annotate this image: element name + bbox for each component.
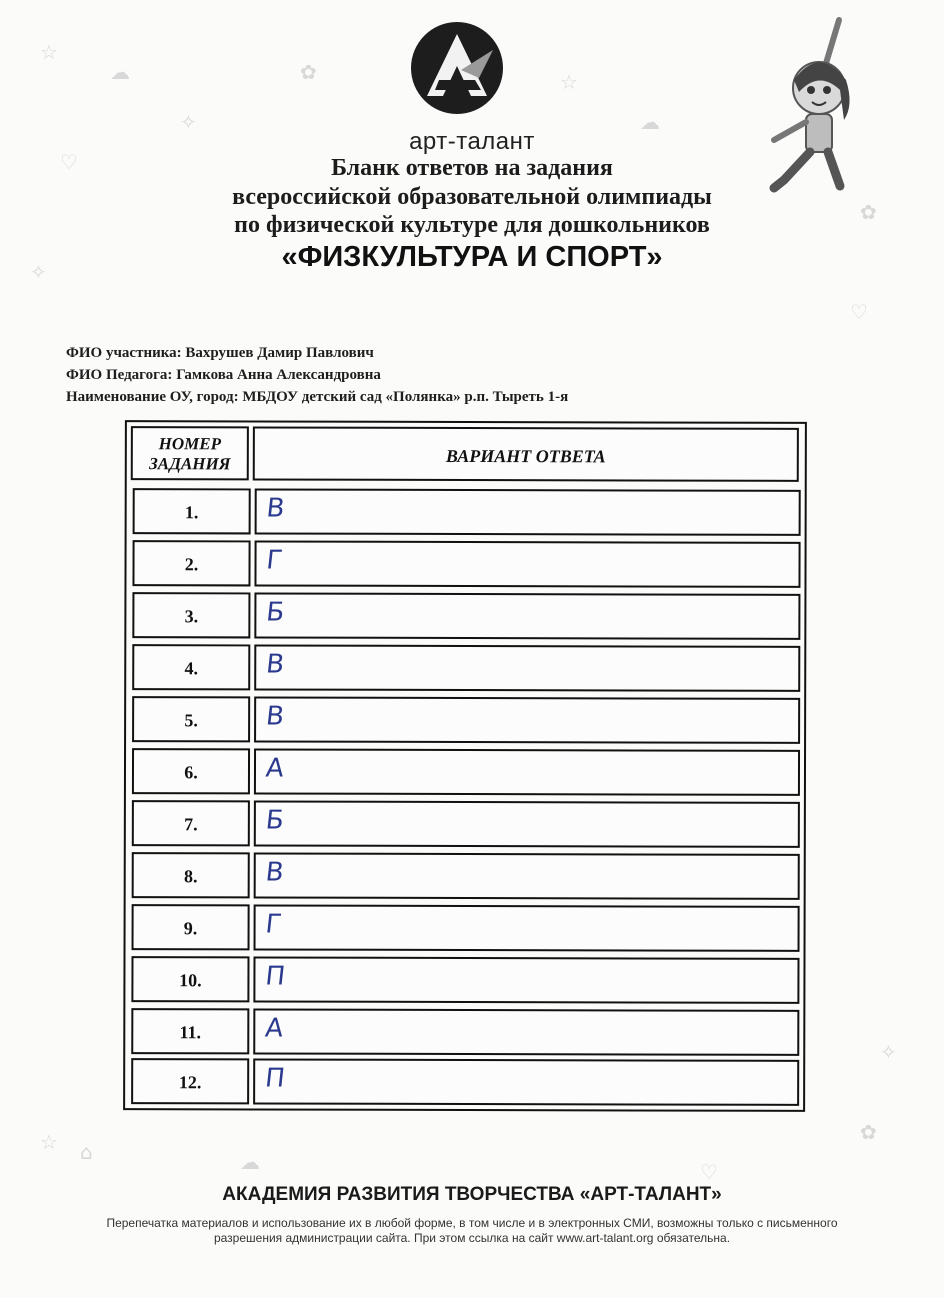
olympiad-title: «ФИЗКУЛЬТУРА И СПОРТ» xyxy=(281,241,663,273)
participant-info xyxy=(66,345,374,362)
task-number: 4. xyxy=(132,644,250,690)
flower-doodle-icon: ✿ xyxy=(860,200,877,224)
answer-cell xyxy=(254,540,800,587)
answer-cell xyxy=(253,1008,799,1055)
flower-doodle-icon: ✿ xyxy=(300,60,317,84)
handwritten-answer: А xyxy=(264,753,286,784)
task-number: 12. xyxy=(131,1058,249,1104)
art-talant-logo xyxy=(409,20,505,116)
task-number: 3. xyxy=(132,592,250,638)
cloud-doodle-icon: ☁ xyxy=(240,1150,260,1174)
handwritten-answer: Б xyxy=(264,805,286,836)
task-number: 8. xyxy=(132,852,250,898)
handwritten-answer: А xyxy=(263,1013,285,1044)
answer-cell xyxy=(253,1058,799,1105)
answer-cell xyxy=(254,852,800,899)
answer-cell xyxy=(253,956,799,1003)
handwritten-answer: Б xyxy=(264,597,286,628)
task-number: 1. xyxy=(133,488,251,534)
star-doodle-icon: ☆ xyxy=(40,40,58,64)
column-header-answer: ВАРИАНТ ОТВЕТА xyxy=(253,426,799,481)
star-doodle-icon: ✧ xyxy=(180,110,197,134)
copyright-notice: Перепечатка материалов и использование их в любой форме, в том числе и в электронных СМИ, возможны только с письменного разрешения администрации сайта. При этом ссылка на сайт www.art-talant.org обязательна. xyxy=(106,1216,838,1245)
star-doodle-icon: ✧ xyxy=(30,260,47,284)
organization-label: Наименование ОУ, город: xyxy=(66,389,239,405)
handwritten-answer: П xyxy=(263,961,287,992)
heart-doodle-icon: ♡ xyxy=(850,300,868,324)
teacher-label: ФИО Педагога: xyxy=(66,367,173,383)
task-number: 9. xyxy=(132,904,250,950)
handwritten-answer: В xyxy=(265,493,287,524)
star-doodle-icon: ✧ xyxy=(880,1040,897,1064)
task-number: 10. xyxy=(131,956,249,1002)
handwritten-answer: В xyxy=(264,649,286,680)
cloud-doodle-icon: ☁ xyxy=(110,60,130,84)
answer-cell xyxy=(254,748,800,795)
star-doodle-icon: ☆ xyxy=(40,1130,58,1154)
answer-cell xyxy=(254,904,800,951)
answer-table xyxy=(123,420,807,1112)
house-doodle-icon: ⌂ xyxy=(80,1140,93,1164)
teacher-name: Гамкова Анна Александровна xyxy=(176,367,381,383)
answer-cell xyxy=(254,644,800,691)
task-number: 2. xyxy=(132,540,250,586)
handwritten-answer: П xyxy=(263,1063,287,1094)
star-doodle-icon: ☆ xyxy=(560,70,578,94)
academy-footer-title: АКАДЕМИЯ РАЗВИТИЯ ТВОРЧЕСТВА «АРТ-ТАЛАНТ» xyxy=(222,1184,722,1205)
participant-name: Вахрушев Дамир Павлович xyxy=(185,345,374,361)
flower-doodle-icon: ✿ xyxy=(860,1120,877,1144)
participant-label: ФИО участника: xyxy=(66,345,182,361)
answer-cell xyxy=(255,488,801,535)
task-number: 11. xyxy=(131,1008,249,1054)
title-line-2: всероссийской образовательной олимпиады xyxy=(232,184,712,210)
handwritten-answer: Г xyxy=(263,909,284,940)
cloud-doodle-icon: ☁ xyxy=(640,110,660,134)
brand-name: арт-талант xyxy=(409,128,535,155)
handwritten-answer: В xyxy=(264,857,286,888)
organization-info xyxy=(66,389,568,406)
organization-name: МБДОУ детский сад «Полянка» р.п. Тыреть 1-я xyxy=(242,389,569,405)
heart-doodle-icon: ♡ xyxy=(700,1160,718,1184)
answer-cell xyxy=(254,696,800,743)
handwritten-answer: Г xyxy=(264,545,285,576)
title-line-3: по физической культуре для дошкольников xyxy=(234,212,710,238)
title-line-1: Бланк ответов на задания xyxy=(331,155,613,181)
heart-doodle-icon: ♡ xyxy=(60,150,78,174)
teacher-info xyxy=(66,367,381,384)
task-number: 6. xyxy=(132,748,250,794)
task-number: 7. xyxy=(132,800,250,846)
task-number: 5. xyxy=(132,696,250,742)
column-header-number: НОМЕР ЗАДАНИЯ xyxy=(131,426,249,480)
answer-cell xyxy=(254,800,800,847)
answer-cell xyxy=(254,592,800,639)
handwritten-answer: В xyxy=(264,701,286,732)
